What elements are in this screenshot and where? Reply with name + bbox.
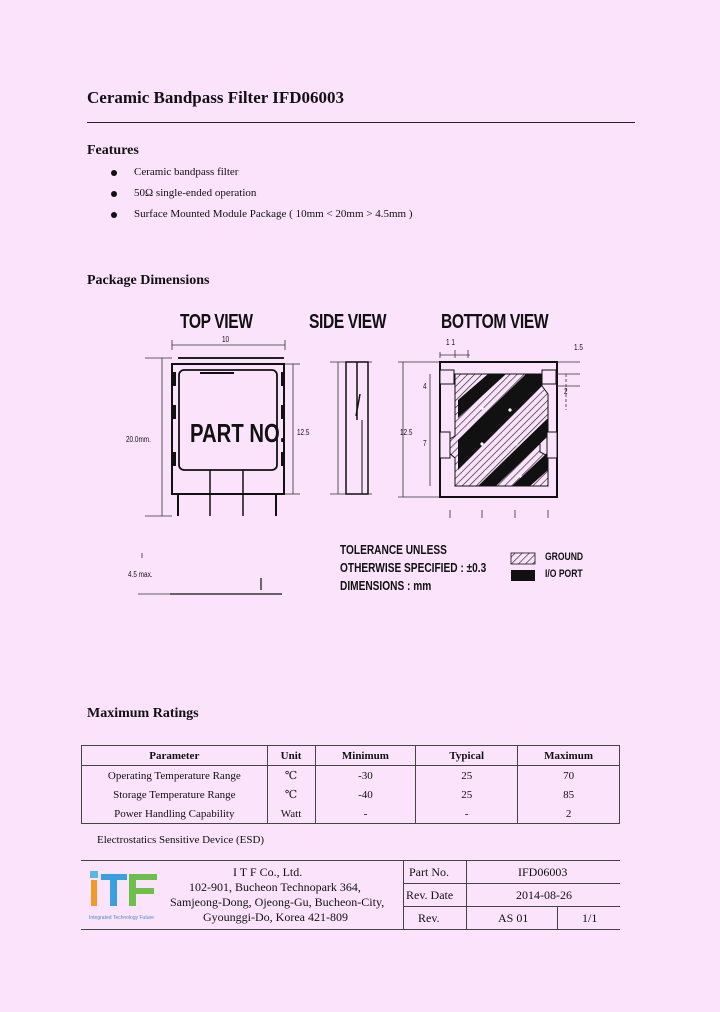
- dim-height-top-left: 20.0mm.: [126, 435, 151, 444]
- ratings-heading: Maximum Ratings: [87, 706, 199, 721]
- column-header: Parameter: [82, 746, 268, 766]
- table-cell: ℃: [267, 785, 315, 804]
- table-row: [82, 766, 620, 786]
- table-row: [82, 785, 620, 804]
- bottom-view-label: BOTTOM VIEW: [441, 311, 549, 333]
- dim-thickness: 4.5 max.: [128, 570, 153, 579]
- table-cell: 25: [416, 785, 518, 804]
- itf-logo-icon: [89, 868, 161, 908]
- table-cell: ℃: [267, 766, 315, 786]
- column-header: Minimum: [315, 746, 416, 766]
- column-header: Typical: [416, 746, 518, 766]
- table-cell: Watt: [267, 804, 315, 824]
- footer-row-line: [403, 906, 620, 907]
- tolerance-line-3: DIMENSIONS : mm: [340, 578, 432, 593]
- dim-pin-spacing: 1 1: [446, 338, 455, 347]
- esd-note: Electrostatics Sensitive Device (ESD): [97, 834, 265, 846]
- logo-tagline: Integrated Technology Future: [89, 915, 154, 921]
- footer-bottom-border: [81, 929, 620, 930]
- part-no-label: PART NO.: [190, 418, 286, 448]
- company-address-line: Samjeong-Dong, Ojeong-Gu, Bucheon-City,: [170, 895, 385, 909]
- company-address-line: Gyounggi-Do, Korea 421-809: [203, 910, 348, 924]
- footer-divider: [403, 860, 404, 929]
- table-cell: -: [315, 804, 416, 824]
- rev-label: Rev.: [418, 911, 440, 925]
- page-title: Ceramic Bandpass Filter IFD06003: [87, 88, 345, 107]
- rev-date-value: 2014-08-26: [516, 888, 572, 902]
- table-cell: 2: [518, 804, 620, 824]
- feature-item: Ceramic bandpass filter: [134, 166, 239, 178]
- legend-ground: GROUND: [545, 551, 584, 563]
- dim-height-bottom: 12.5: [400, 428, 413, 437]
- bottom-view-drawing: [398, 350, 580, 518]
- table-cell: Operating Temperature Range: [82, 766, 268, 786]
- tolerance-line-1: TOLERANCE UNLESS: [340, 542, 447, 557]
- package-heading: Package Dimensions: [87, 273, 210, 288]
- footer-divider: [557, 906, 558, 929]
- table-cell: -: [416, 804, 518, 824]
- dim-bottom-right-top: 1.5: [574, 343, 583, 352]
- table-cell: 70: [518, 766, 620, 786]
- ground-swatch: [511, 553, 535, 564]
- company-logo: [89, 868, 161, 921]
- io-port-swatch: [511, 570, 535, 581]
- dim-height-side: 12.5: [297, 428, 310, 437]
- legend-io-port: I/O PORT: [545, 568, 583, 580]
- dim-bottom-left-7: 7: [423, 439, 427, 448]
- page-number: 1/1: [582, 911, 598, 925]
- rev-date-label: Rev. Date: [406, 888, 454, 902]
- footer-row-line: [403, 883, 620, 884]
- table-cell: 85: [518, 785, 620, 804]
- company-name: I T F Co., Ltd.: [233, 865, 303, 879]
- feature-item: 50Ω single-ended operation: [134, 187, 257, 199]
- table-cell: Storage Temperature Range: [82, 785, 268, 804]
- footer-divider: [466, 860, 467, 929]
- side-view-label: SIDE VIEW: [309, 311, 387, 333]
- feature-item: Surface Mounted Module Package ( 10mm < 20mm > 4.5mm ): [134, 208, 413, 220]
- table-cell: -30: [315, 766, 416, 786]
- part-no-value: IFD06003: [518, 865, 568, 879]
- table-cell: 25: [416, 766, 518, 786]
- footer-top-border: [81, 860, 620, 861]
- side-view-drawing: [330, 362, 372, 494]
- tolerance-line-2: OTHERWISE SPECIFIED : ±0.3: [340, 560, 487, 575]
- thickness-drawing: [138, 553, 282, 594]
- ratings-table: [81, 745, 620, 824]
- top-view-label: TOP VIEW: [180, 311, 253, 333]
- features-heading: Features: [87, 143, 139, 158]
- table-cell: Power Handling Capability: [82, 804, 268, 824]
- dim-bottom-right-2: 2: [564, 387, 568, 396]
- dim-width-top: 10: [222, 335, 230, 344]
- table-row: [82, 804, 620, 824]
- table-header-row: [82, 746, 620, 766]
- table-cell: -40: [315, 785, 416, 804]
- dim-bottom-left-4: 4: [423, 382, 427, 391]
- column-header: Maximum: [518, 746, 620, 766]
- company-address-line: 102-901, Bucheon Technopark 364,: [189, 880, 361, 894]
- rev-value: AS 01: [498, 911, 529, 925]
- part-no-label: Part No.: [409, 865, 449, 879]
- column-header: Unit: [267, 746, 315, 766]
